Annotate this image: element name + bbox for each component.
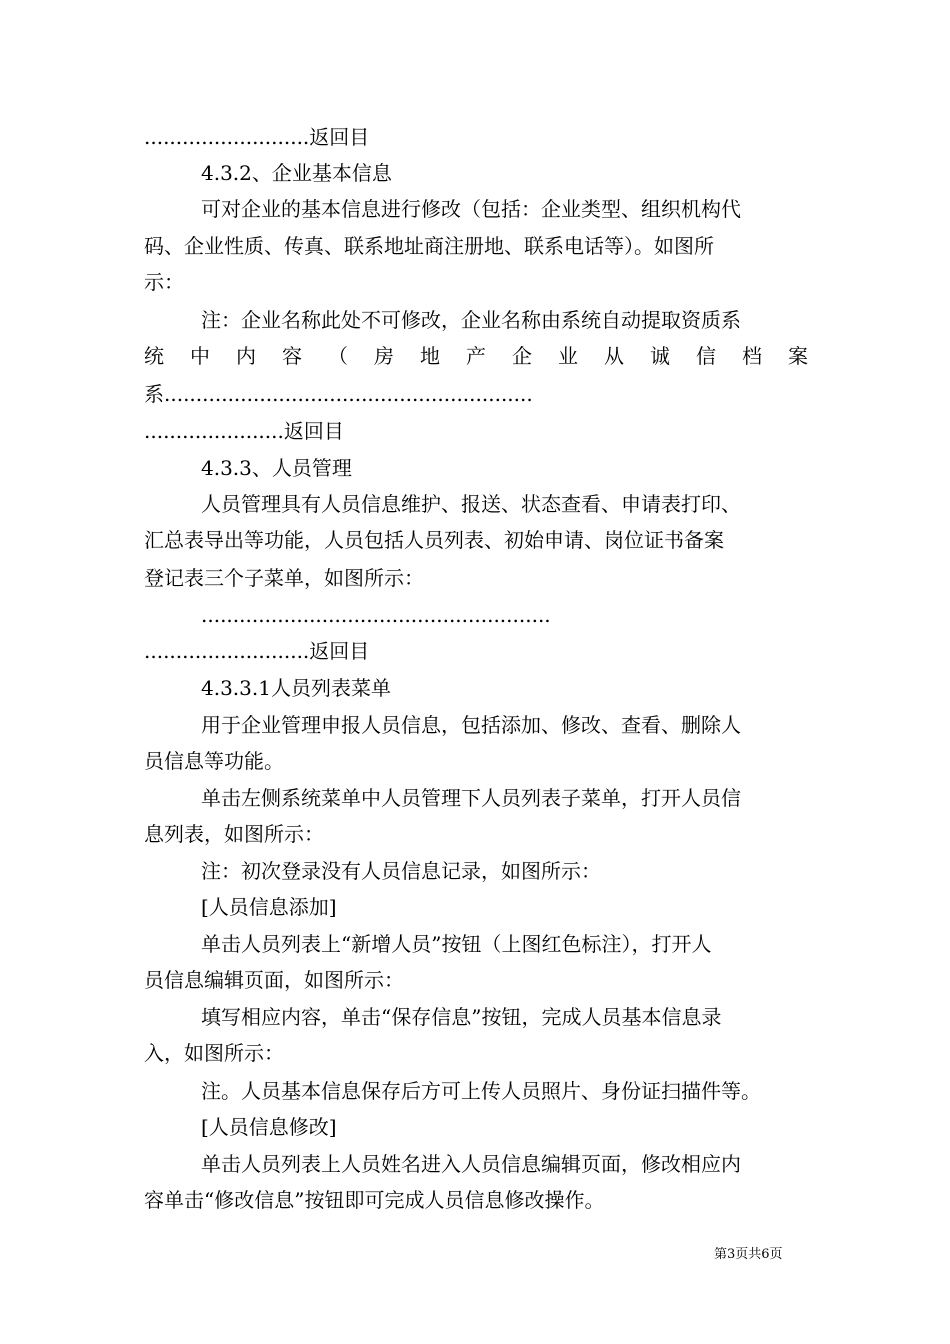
char: 从: [604, 344, 624, 368]
section-heading-4-3-3: 4.3.3、人员管理: [201, 456, 352, 480]
paragraph-line: 可对企业的基本信息进行修改（包括：企业类型、组织机构代: [201, 197, 741, 221]
note-line: 注：初次登录没有人员信息记录，如图所示：: [201, 859, 601, 883]
dotted-line: 系..........................................................: [144, 382, 533, 406]
paragraph-line: 码、企业性质、传真、联系地址商注册地、联系电话等）。如图所: [144, 234, 714, 258]
paragraph-line: 单击人员列表上人员姓名进入人员信息编辑页面，修改相应内: [201, 1152, 741, 1176]
section-heading-4-3-3-1: 4.3.3.1人员列表菜单: [201, 676, 391, 700]
char: 信: [696, 344, 716, 368]
toc-return-line: ..........................返回目: [144, 639, 370, 663]
char: 企: [512, 344, 532, 368]
char: 案: [788, 344, 808, 368]
page-footer: 第3页共6页: [714, 1247, 783, 1262]
section-heading-4-3-2: 4.3.2、企业基本信息: [201, 161, 392, 185]
toc-return-line: ..........................返回目: [144, 125, 370, 149]
toc-return-line: ......................返回目: [144, 419, 344, 443]
char: 内: [236, 344, 256, 368]
subsection-heading-add: [人员信息添加]: [201, 895, 337, 919]
subsection-heading-edit: [人员信息修改]: [201, 1115, 337, 1139]
paragraph-line: 填写相应内容，单击“保存信息”按钮，完成人员基本信息录: [201, 1005, 722, 1029]
paragraph-line: 用于企业管理申报人员信息，包括添加、修改、查看、删除人: [201, 713, 741, 737]
char: 统: [144, 344, 164, 368]
paragraph-line: 入，如图所示：: [144, 1041, 284, 1065]
char: 容: [282, 344, 302, 368]
paragraph-line: 示：: [144, 270, 184, 294]
paragraph-line: 息列表，如图所示：: [144, 822, 324, 846]
justified-line: [144, 338, 808, 374]
paragraph-line: 员信息编辑页面，如图所示：: [144, 968, 404, 992]
note-line: 注：企业名称此处不可修改，企业名称由系统自动提取资质系: [201, 308, 741, 332]
char: 地: [420, 344, 440, 368]
paragraph-line: 人员管理具有人员信息维护、报送、状态查看、申请表打印、: [201, 492, 741, 516]
char: 产: [466, 344, 486, 368]
char: 档: [742, 344, 762, 368]
char: 诚: [650, 344, 670, 368]
paragraph-line: 单击人员列表上“新增人员”按钮（上图红色标注），打开人: [201, 932, 712, 956]
paragraph-line: 汇总表导出等功能，人员包括人员列表、初始申请、岗位证书备案: [144, 528, 724, 552]
char: 中: [190, 344, 210, 368]
paragraph-line: 单击左侧系统菜单中人员管理下人员列表子菜单，打开人员信: [201, 786, 741, 810]
char: （: [328, 344, 348, 368]
paragraph-line: 容单击“修改信息”按钮即可完成人员信息修改操作。: [144, 1188, 605, 1212]
note-line: 注。人员基本信息保存后方可上传人员照片、身份证扫描件等。: [201, 1079, 761, 1103]
char: 业: [558, 344, 578, 368]
paragraph-line: 员信息等功能。: [144, 749, 284, 773]
char: 房: [374, 344, 394, 368]
paragraph-line: 登记表三个子菜单，如图所示：: [144, 566, 424, 590]
dotted-line: .......................................................: [201, 603, 551, 627]
